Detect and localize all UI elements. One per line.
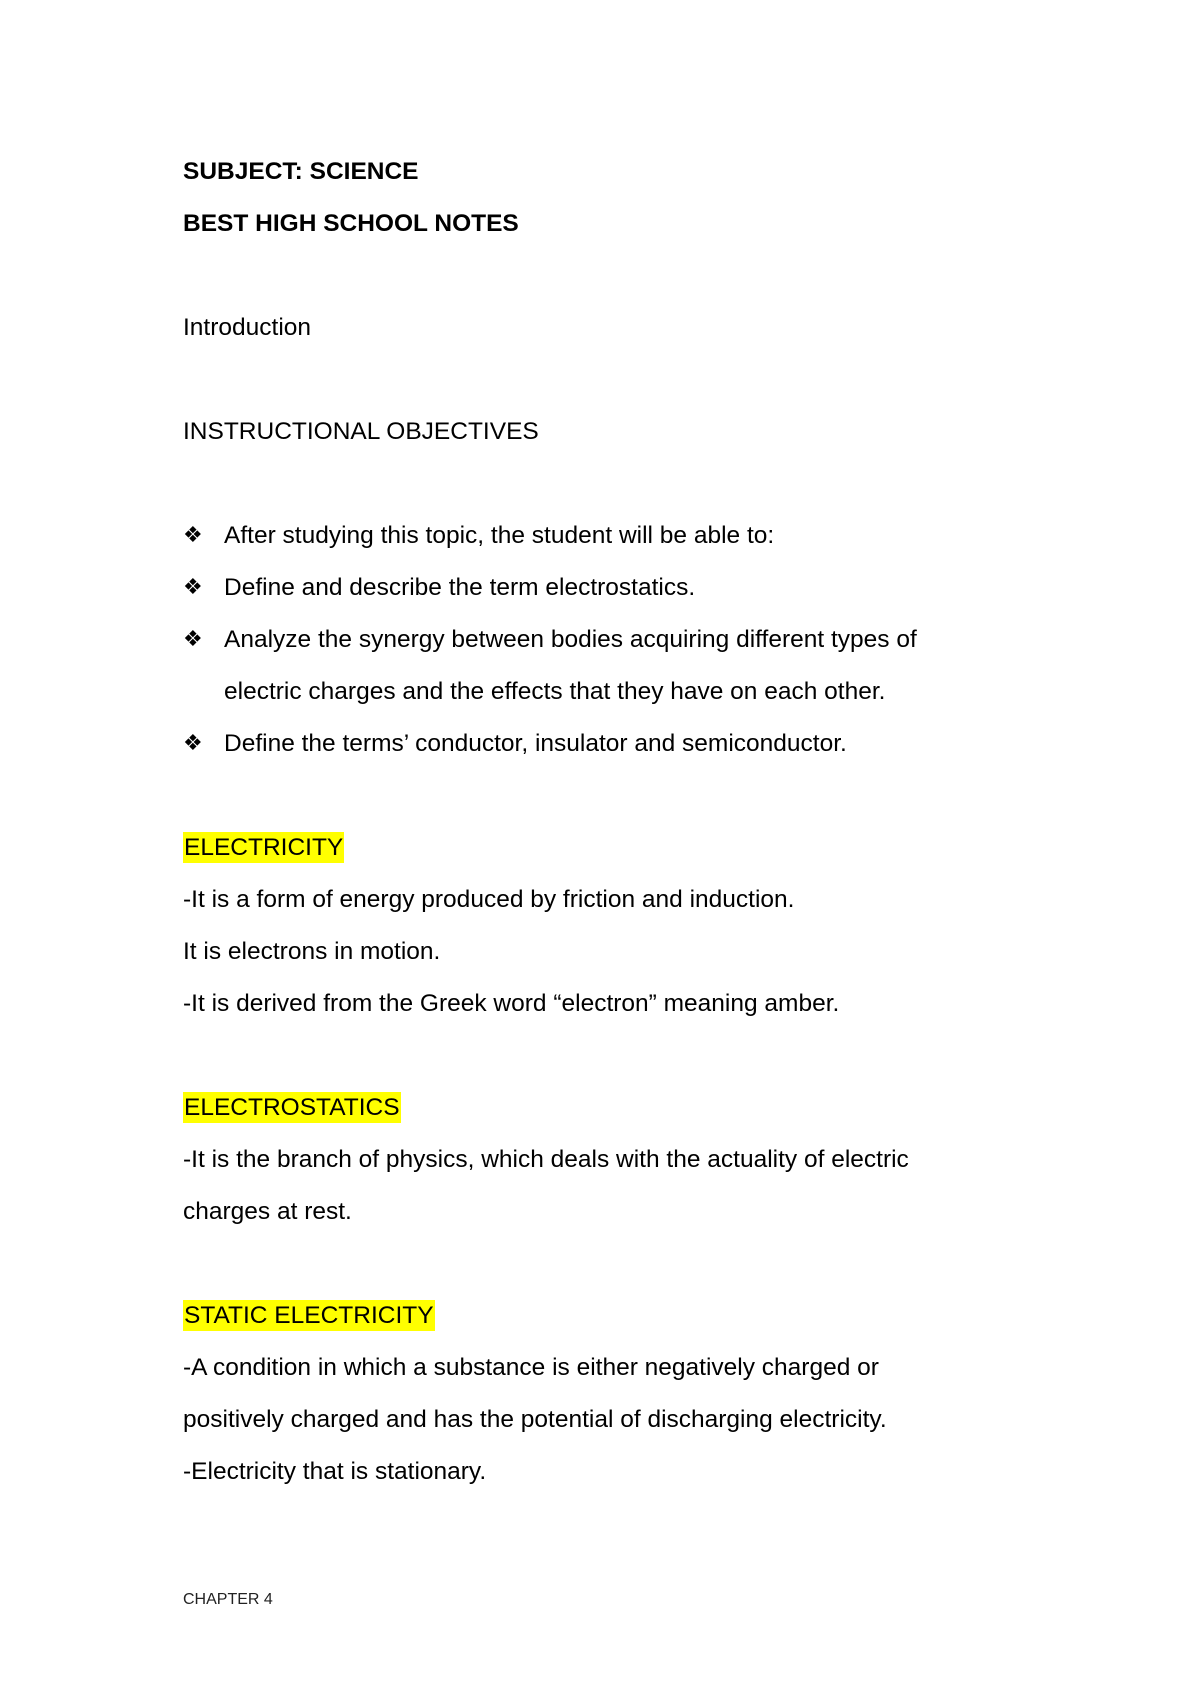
document-body (183, 146, 1003, 1498)
electricity-line: -It is a form of energy produced by friction and induction. (183, 886, 795, 913)
subject-line: SUBJECT: SCIENCE (183, 158, 419, 185)
static-electricity-line: -A condition in which a substance is either negatively charged or (183, 1354, 879, 1381)
diamond-bullet-icon: ❖ (183, 731, 203, 756)
spacer (183, 1030, 1003, 1082)
notes-title: BEST HIGH SCHOOL NOTES (183, 210, 519, 237)
objective-item-continuation (183, 666, 1003, 718)
static-electricity-heading: STATIC ELECTRICITY (184, 1302, 434, 1329)
static-electricity-line: positively charged and has the potential of discharging electricity. (183, 1406, 887, 1433)
diamond-bullet-icon: ❖ (183, 627, 203, 652)
spacer (183, 1238, 1003, 1290)
spacer (183, 354, 1003, 406)
electricity-heading-row (183, 822, 1003, 874)
objective-item (183, 718, 1003, 770)
objective-item (183, 562, 1003, 614)
objectives-heading: INSTRUCTIONAL OBJECTIVES (183, 418, 539, 445)
objective-text: Analyze the synergy between bodies acquiring different types of (224, 626, 917, 653)
static-electricity-line: -Electricity that is stationary. (183, 1458, 487, 1485)
objective-text: After studying this topic, the student will be able to: (224, 522, 775, 549)
electrostatics-line: -It is the branch of physics, which deals with the actuality of electric (183, 1146, 909, 1173)
objective-item (183, 614, 1003, 666)
electricity-heading: ELECTRICITY (184, 834, 344, 861)
static-electricity-heading-row (183, 1290, 1003, 1342)
objective-item (183, 510, 1003, 562)
objective-text: Define the terms’ conductor, insulator and semiconductor. (224, 730, 847, 757)
diamond-bullet-icon: ❖ (183, 575, 203, 600)
spacer (183, 770, 1003, 822)
objective-text: electric charges and the effects that they have on each other. (224, 678, 886, 705)
spacer (183, 458, 1003, 510)
introduction-label: Introduction (183, 314, 312, 341)
electricity-line: It is electrons in motion. (183, 938, 441, 965)
spacer (183, 250, 1003, 302)
electrostatics-heading: ELECTROSTATICS (184, 1094, 400, 1121)
objectives-list (183, 510, 1003, 770)
electricity-line: -It is derived from the Greek word “electron” meaning amber. (183, 990, 840, 1017)
electrostatics-heading-row (183, 1082, 1003, 1134)
objective-text: Define and describe the term electrostatics. (224, 574, 696, 601)
page-footer: CHAPTER 4 (183, 1591, 273, 1608)
diamond-bullet-icon: ❖ (183, 523, 203, 548)
electrostatics-line: charges at rest. (183, 1198, 352, 1225)
